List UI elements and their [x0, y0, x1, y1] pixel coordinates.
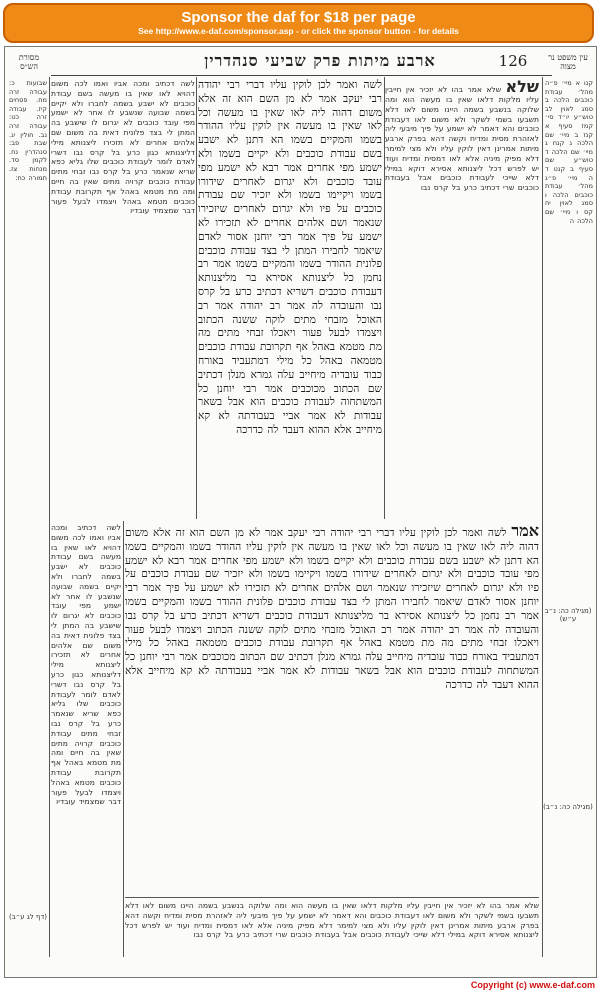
page-number: 126	[498, 52, 528, 70]
talmud-page	[4, 46, 597, 978]
rashi-upper	[51, 79, 195, 519]
header-rule	[51, 75, 552, 76]
side-label-2: (מגילה כה: נ״ב)	[543, 803, 593, 811]
sponsor-banner[interactable]	[3, 3, 594, 43]
side-label-1: (מגילה כה: נ״ב ע״ש)	[544, 607, 592, 623]
gemara-center-upper	[198, 79, 382, 519]
masoret-text: שבועות כ: עבודה זרה מח. פסחים קיז. עבודה זרה כט: עבודה זרה נב. חולין יג. שבת פב: סנהדרין נח. לקמן סד. מנחות צז. תמורה כח:	[9, 79, 47, 182]
footer-rule	[125, 897, 539, 898]
right-margin-rule	[542, 77, 543, 957]
masoret-header: מסורת הש״ס	[18, 53, 40, 71]
running-head: ארבע מיתות פרק שביעי סנהדרין	[204, 51, 436, 70]
masoret-column	[9, 79, 47, 959]
gemara-text: לשה ואמר לכן לוקין עליו דברי רבי יהודה רבי יעקב אמר לא מן השם הוא זה אלא משום דהוה ליה לאו שאין בו מעשה וכל לאו שאין בו מעשה אין לוקין עליו ההודר בשמו והמקיים בשמו הא דתנן לא ישבע בשם עבודת כוכבים ולא יקיים בשמו ולא ישמע מפי אחרים אמר רבא לא ישמע מפי עובד כוכבים ולא יגרום לאחרים שידורו בשמו ויקיימו בשמו ולא יזכיר שם עבודת כוכבים על פיו ולא יגרום לאחרים שיזכירו שנאמר ושם אלהים אחרים לא תזכירו לא ישמע על פיך אמר רבי יוחנן אסור לאדם שיאמר לחבירו המתן לי בצד עבודת כוכבים פלונית ההודר בשמו והמקיים בשמו אמר רב נחמן כל ליצנותא אסירא בר מליצנותא דעבודת כוכבים דשריא דכתיב כרע בל קרס נבו והעובדה לה אמר רב יהודה אמר רב האוכל מזבחי מתים לוקה ששנה הכתוב ויצמדו לבעל פעור ויאכלו זבחי מתים מה מת מטמא באהל אף תקרובת עבודת כוכבים מטמאה באהל כל מילי דמתעביד באורח כבוד עובדיה מיחייב עלה גמרא מנלן דכתיב שם הכתוב מכוכבים אמר רבי יוחנן כל המשתחוה לעבודת כוכבים הוא אבל בשאר עבודות לא אמר אביי בעבודתה לא קא מיחייב אלא ההוא דעבד לה כדרכה	[198, 79, 382, 436]
ein-mishpat-text: קנו א מיי׳ פ״ה מהל׳ עבודת כוכבים הלכה ב סמג לאוין לב טוש״ע יו״ד סי׳ קמז סעיף א קנז ב מיי׳ שם הלכה ג קנח ג מיי׳ שם הלכה ד טוש״ע שם סעיף ב קנט ד ה מיי׳ פ״ג מהל׳ עבודת כוכבים הלכה ו סמג לאוין יח קס ו מיי׳ שם הלכה ה	[545, 79, 593, 225]
side-label-3: (דף לג ע״ב)	[8, 913, 47, 921]
rashi-lower	[51, 523, 121, 953]
left-margin-rule	[49, 77, 50, 957]
ein-mishpat-column	[545, 79, 593, 689]
rashi-rule	[196, 77, 197, 519]
sponsor-subtitle[interactable]: See http://www.e-daf.com/sponsor.asp - or click the sponsor button - for details	[138, 26, 459, 36]
tosafot-text: שלא אמר בהו לא יזכיר אין חייבין עליו מלקות דלאו שאין בו מעשה הוא ומה שלוקה בנשבע בשמה היינו משום לאו דלא תשבעו בשמי לשקר ולא משום לאו דעבודת כוכבים והא דאמר לא ישמע על פיך מיבעי ליה לאזהרת מסית ומדיח וקשה דהא בפרק ארבע מיתות אמרינן דאין לוקין עליו ולא מצי למימר דלא מפיק מיניה אלא לאו דמסית ומדיח ועוד יש לפרש דכל ליצנותא אסירא דוקא במילי דלא שייכי לעבודת כוכבים אבל בעבודת כוכבים שרי דכתיב כרע בל קרס נבו	[385, 85, 539, 193]
tosafot-upper	[385, 79, 539, 519]
rashi-text-2: לשה דכתיב ומכה אביו ואמו לכה משום דהויא לאו שאין בו מעשה בשם עבודת כוכבים לא ישבע בשמה לחברו ולא יקיים בשמה שבועה שנשבע לו אחר לא ישמע מפי עובד כוכבים לא יגרום לו שישבע בה המתן לי בצד פלונית דאית בה משום שם אלהים אחרים לא תזכירו ליצנותא מילי דליצנותא כגון כרע בל קרס נבו דשרי לאדם לומר לעבודת כוכבים שלו גליא כפא שריא שנאמר כרע בל קרס נבו זבחי מתים עבודת כוכבים קרויה מתים שאין בה חיים ומה מת מטמא באהל אף תקרובת עבודת כוכבים מטמא באהל ויצמדו לבעל פעור דבר שמצמיד עובדיו	[51, 523, 121, 807]
lower-rashi-rule	[123, 521, 124, 957]
copyright-link[interactable]: Copyright (c) www.e-daf.com	[470, 980, 595, 990]
bottom-commentary	[125, 901, 539, 961]
tosafot-rule	[384, 77, 385, 519]
gemara-text-2: לשה ואמר לכן לוקין עליו דברי רבי יהודה רבי יעקב אמר לא מן השם הוא זה אלא משום דהוה ליה לאו שאין בו מעשה וכל לאו שאין בו מעשה אין לוקין עליו ההודר בשמו והמקיים בשמו הא דתנן לא ישבע בשם עבודת כוכבים ולא יקיים בשמו ולא ישמע מפי אחרים אמר רבא לא ישמע מפי עובד כוכבים ולא יגרום לאחרים שידורו בשמו ויקיימו בשמו ולא יזכיר שם עבודת כוכבים על פיו ולא יגרום לאחרים שיזכירו שנאמר ושם אלהים אחרים לא תזכירו לא ישמע על פיך אמר רבי יוחנן אסור לאדם שיאמר לחבירו המתן לי בצד עבודת כוכבים פלונית ההודר בשמו והמקיים בשמו אמר רב נחמן כל ליצנותא אסירא בר מליצנותא דעבודת כוכבים דשריא דכתיב כרע בל קרס נבו והעובדה לה אמר רב יהודה אמר רב האוכל מזבחי מתים לוקה ששנה הכתוב ויצמדו לבעל פעור ויאכלו זבחי מתים מה מת מטמא באהל אף תקרובת עבודת כוכבים מטמאה באהל כל מילי דמתעביד באורח כבוד עובדיה מיחייב עלה גמרא מנלן דכתיב שם הכתוב מכוכבים אמר רבי יוחנן כל המשתחוה לעבודת כוכבים הוא אבל בשאר עבודות לא אמר אביי בעבודתה לא קא מיחייב אלא ההוא דעבד לה כדרכה	[125, 527, 539, 691]
gemara-dibur-hamatchil: אמר	[511, 523, 539, 540]
sponsor-title[interactable]: Sponsor the daf for $18 per page	[181, 9, 416, 26]
ein-mishpat-header: עין משפט נר מצוה	[548, 53, 588, 71]
tosafot-opening-word: שלא	[505, 79, 539, 96]
bottom-text: שלא אמר בהו לא יזכיר אין חייבין עליו מלקות דלאו שאין בו מעשה הוא ומה שלוקה בנשבע בשמה היינו משום לאו דלא תשבעו בשמי לשקר ולא משום לאו דעבודת כוכבים והא דאמר לא ישמע על פיך מיבעי ליה לאזהרת מסית ומדיח וקשה דהא בפרק ארבע מיתות אמרינן דאין לוקין עליו ולא מצי למימר דלא מפיק מיניה אלא לאו דמסית ומדיח ועוד יש לפרש דכל ליצנותא אסירא דוקא במילי דלא שייכי לעבודת כוכבים אבל בעבודת כוכבים שרי דכתיב כרע בל קרס נבו	[125, 901, 539, 940]
rashi-text: לשה דכתיב ומכה אביו ואמו לכה משום דהויא לאו שאין בו מעשה בשם עבודת כוכבים לא ישבע בשמה לחברו ולא יקיים בשמה שבועה שנשבע לו אחר לא ישמע מפי עובד כוכבים לא יגרום לו שישבע בה המתן לי בצד פלונית דאית בה משום שם אלהים אחרים לא תזכירו ליצנותא מילי דליצנותא כגון כרע בל קרס נבו דשרי לאדם לומר לעבודת כוכבים שלו גליא כפא שריא שנאמר כרע בל קרס נבו זבחי מתים עבודת כוכבים קרויה מתים שאין בה חיים ומה מת מטמא באהל אף תקרובת עבודת כוכבים מטמא באהל ויצמדו לבעל פעור דבר שמצמיד עובדיו	[51, 79, 195, 216]
gemara-center-lower	[125, 523, 539, 893]
